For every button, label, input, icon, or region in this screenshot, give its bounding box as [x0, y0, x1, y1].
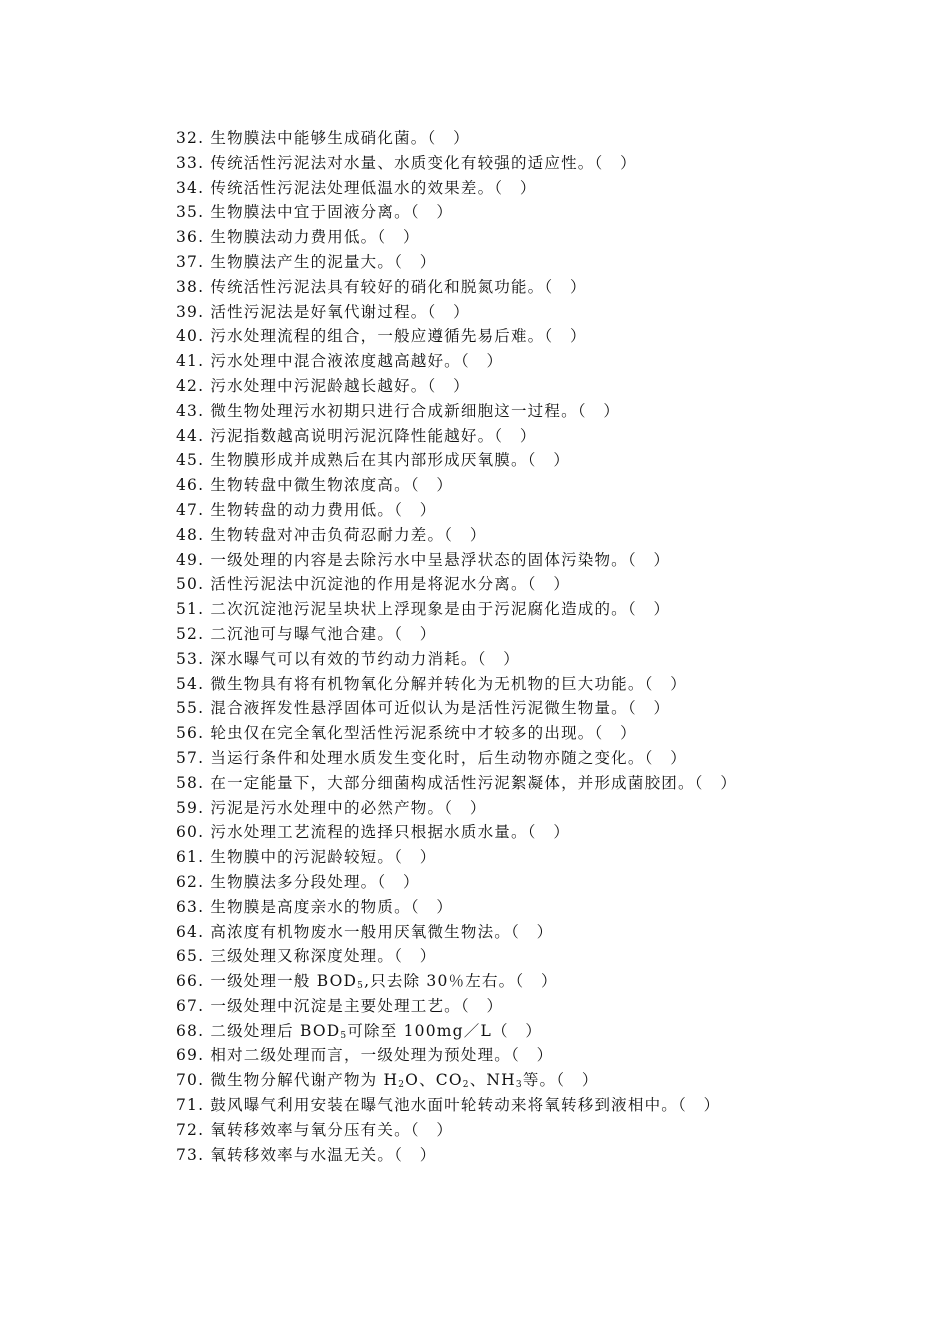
list-item: 37. 生物膜法产生的泥量大。（ ）	[176, 252, 437, 271]
list-item: 49. 一级处理的内容是去除污水中呈悬浮状态的固体污染物。（ ）	[176, 550, 671, 569]
list-item: 52. 二沉池可与曝气池合建。（ ）	[176, 624, 437, 643]
list-item: 72. 氧转移效率与氧分压有关。（ ）	[176, 1120, 454, 1139]
list-item: 63. 生物膜是高度亲水的物质。（ ）	[176, 897, 454, 916]
list-item: 65. 三级处理又称深度处理。（ ）	[176, 947, 437, 966]
list-item: 66. 一级处理一般 $BOD_5$,只去除 30％左右。（ ）	[176, 972, 558, 992]
list-item: 44. 污泥指数越高说明污泥沉降性能越好。（ ）	[176, 426, 537, 445]
list-item: 68. 二级处理后 $BOD_5$可除至 100mg／L（ ）	[176, 1021, 543, 1041]
list-item: 62. 生物膜法多分段处理。（ ）	[176, 872, 420, 891]
list-item: 60. 污水处理工艺流程的选择只根据水质水量。（ ）	[176, 823, 571, 842]
list-item: 43. 微生物处理污水初期只进行合成新细胞这一过程。（ ）	[176, 401, 621, 420]
list-item: 56. 轮虫仅在完全氧化型活性污泥系统中才较多的出现。（ ）	[176, 724, 637, 743]
list-item: 47. 生物转盘的动力费用低。（ ）	[176, 500, 437, 519]
list-item: 59. 污泥是污水处理中的必然产物。（ ）	[176, 798, 487, 817]
list-item: 45. 生物膜形成并成熟后在其内部形成厌氧膜。（ ）	[176, 451, 571, 470]
list-item: 46. 生物转盘中微生物浓度高。（ ）	[176, 476, 454, 495]
list-item: 40. 污水处理流程的组合，一般应遵循先易后难。（ ）	[176, 327, 587, 346]
question-list	[146, 126, 826, 1167]
list-item: 73. 氧转移效率与水温无关。（ ）	[176, 1145, 437, 1164]
list-item: 33. 传统活性污泥法对水量、水质变化有较强的适应性。（ ）	[176, 153, 637, 172]
list-item: 55. 混合液挥发性悬浮固体可近似认为是活性污泥微生物量。（ ）	[176, 699, 671, 718]
list-item: 32. 生物膜法中能够生成硝化菌。（ ）	[176, 129, 470, 147]
list-item: 48. 生物转盘对冲击负荷忍耐力差。（ ）	[176, 525, 487, 544]
list-item: 67. 一级处理中沉淀是主要处理工艺。（ ）	[176, 996, 504, 1015]
list-item: 61. 生物膜中的污泥龄较短。（ ）	[176, 848, 437, 867]
list-item: 51. 二次沉淀池污泥呈块状上浮现象是由于污泥腐化造成的。（ ）	[176, 600, 671, 619]
list-item: 69. 相对二级处理而言，一级处理为预处理。（ ）	[176, 1046, 554, 1065]
list-item: 57. 当运行条件和处理水质发生变化时，后生动物亦随之变化。（ ）	[176, 748, 687, 767]
list-item: 71. 鼓风曝气利用安装在曝气池水面叶轮转动来将氧转移到液相中。（ ）	[176, 1096, 721, 1115]
list-item: 64. 高浓度有机物废水一般用厌氧微生物法。（ ）	[176, 922, 554, 941]
list-item: 41. 污水处理中混合液浓度越高越好。（ ）	[176, 352, 504, 371]
list-item: 54. 微生物具有将有机物氧化分解并转化为无机物的巨大功能。（ ）	[176, 674, 687, 693]
list-item: 53. 深水曝气可以有效的节约动力消耗。（ ）	[176, 649, 520, 668]
list-item: 58. 在一定能量下，大部分细菌构成活性污泥絮凝体，并形成菌胶团。（ ）	[176, 773, 738, 792]
list-item: 34. 传统活性污泥法处理低温水的效果差。（ ）	[176, 178, 537, 197]
list-item: 42. 污水处理中污泥龄越长越好。（ ）	[176, 376, 470, 395]
list-item: 50. 活性污泥法中沉淀池的作用是将泥水分离。（ ）	[176, 575, 571, 594]
list-item: 70. 微生物分解代谢产物为 $H_2O$、$CO_2$、$NH_3$等。（ ）	[176, 1071, 599, 1091]
list-item: 36. 生物膜法动力费用低。（ ）	[176, 228, 420, 247]
list-item: 38. 传统活性污泥法具有较好的硝化和脱氮功能。（ ）	[176, 277, 587, 296]
list-item: 35. 生物膜法中宜于固液分离。（ ）	[176, 203, 454, 222]
list-item: 39. 活性污泥法是好氧代谢过程。（ ）	[176, 302, 470, 321]
